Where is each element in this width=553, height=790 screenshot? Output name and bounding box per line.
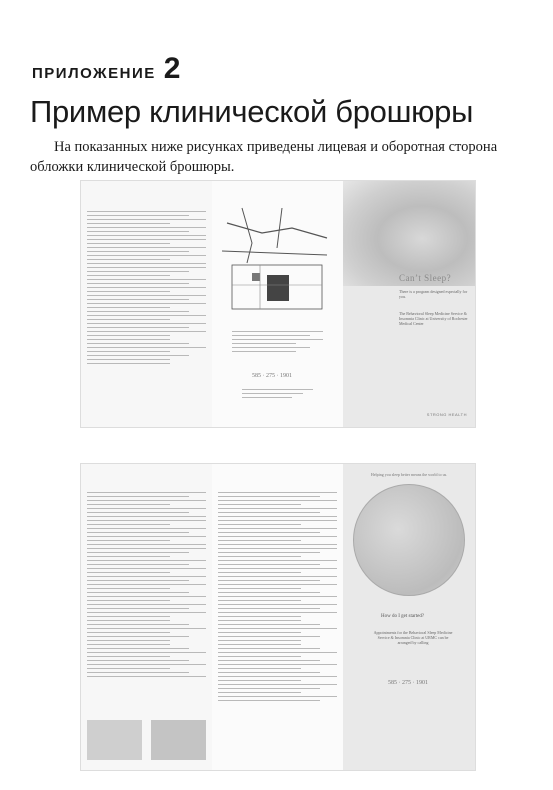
strong-health-logo: STRONG HEALTH	[426, 412, 467, 417]
address-block	[232, 331, 323, 355]
brochure-text-block	[87, 492, 206, 680]
cover-tagline: There is a program designed especially for you.	[399, 289, 468, 299]
photo-thumbnail	[151, 720, 206, 760]
globe-image	[353, 484, 465, 596]
footer-lines	[242, 389, 313, 401]
sleeping-woman-photo	[343, 181, 475, 286]
appointments-text: Appointments for the Behavioral Sleep Medicine Service & Insomnia Clinic at URMC can be arranged by calling	[373, 630, 453, 645]
brochure-back-panel-left	[81, 464, 212, 770]
brochure-front-panel-left	[81, 181, 212, 427]
photo-thumbnail	[87, 720, 142, 760]
intro-paragraph: На показанных ниже рисунках приведены лицевая и оборотная сторона обложки клинической брошюры.	[30, 139, 498, 175]
brochure-back-cover	[343, 464, 475, 770]
appendix-label: ПРИЛОЖЕНИЕ	[32, 65, 156, 82]
brochure-front-image	[80, 180, 476, 428]
brochure-text-block	[218, 492, 337, 704]
location-map	[222, 203, 332, 313]
page-title: Пример клинической брошюры	[30, 94, 474, 129]
appendix-header	[32, 52, 180, 86]
front-phone-small: 585 · 275 · 1901	[252, 373, 292, 379]
cover-center-name: The Behavioral Sleep Medicine Service & Insomnia Clinic at University of Rochester Medical Center	[399, 311, 468, 326]
cant-sleep-headline: Can’t Sleep?	[399, 273, 452, 283]
brochure-back-panel-middle	[212, 464, 343, 770]
brochure-front-cover	[343, 181, 475, 427]
arc-slogan: Helping you sleep better means the world to us.	[370, 472, 448, 477]
brochure-back-image	[80, 463, 476, 771]
back-phone: 585 · 275 · 1901	[388, 680, 428, 686]
get-started-question: How do I get started?	[381, 614, 425, 619]
appendix-number: 2	[163, 52, 181, 85]
brochure-text-block	[87, 211, 206, 367]
brochure-front-panel-map	[212, 181, 343, 427]
